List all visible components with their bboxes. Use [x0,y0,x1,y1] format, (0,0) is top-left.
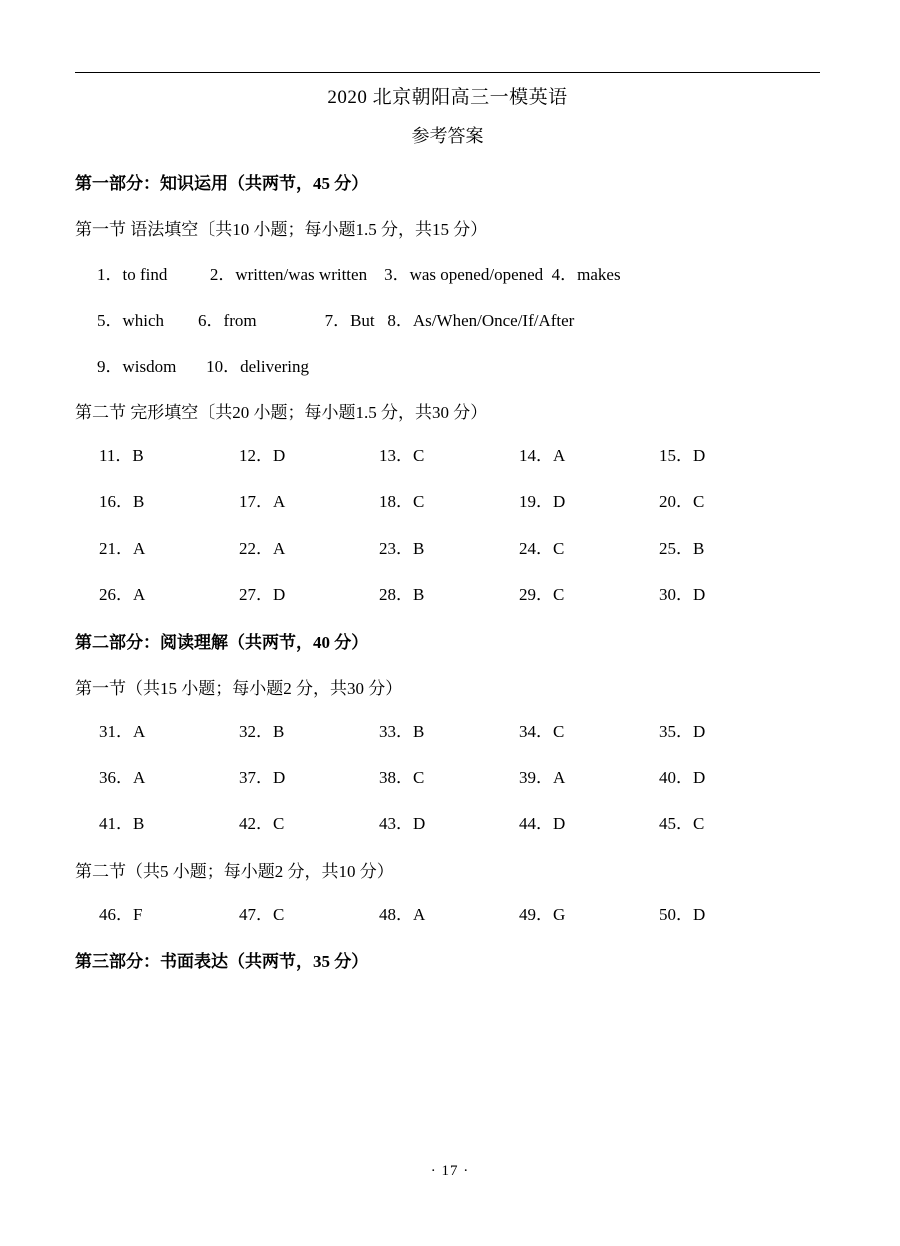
answer-cell: 24．C [519,538,565,558]
answer-row [75,768,820,788]
answer-row [75,722,820,742]
answer-cell: 40．D [659,768,706,788]
answer-cell: 47．C [239,904,285,924]
answer-cell: 26．A [99,585,146,605]
page-number: · 17 · [430,1163,470,1179]
answer-cell: 33．B [379,721,425,741]
part3-heading: 第三部分：书面表达（共两节，35 分） [75,952,369,972]
part2-section2-heading: 第二节（共5 小题；每小题2 分，共10 分） [75,861,394,881]
answer-cell: 42．C [239,814,285,834]
answer-cell: 12．D [239,445,286,465]
answer-line: 9．wisdom 10．delivering [97,356,310,376]
answer-cell: 39．A [519,768,566,788]
answer-row [75,814,820,834]
header-rule [75,72,820,73]
part1-section2-heading: 第二节 完形填空〔共20 小题；每小题1.5 分，共30 分） [75,402,488,422]
answer-cell: 16．B [99,492,145,512]
answer-cell: 35．D [659,721,706,741]
answer-cell: 13．C [379,445,425,465]
answer-cell: 22．A [239,538,286,558]
answer-cell: 23．B [379,538,425,558]
part1-heading: 第一部分：知识运用（共两节，45 分） [75,174,369,194]
answer-cell: 32．B [239,721,285,741]
answer-cell: 34．C [519,721,565,741]
answer-cell: 25．B [659,538,705,558]
part2-section1-heading: 第一节（共15 小题；每小题2 分，共30 分） [75,678,403,698]
answer-line: 5．which 6．from 7．But 8．As/When/Once/If/After [97,310,575,330]
answer-cell: 45．C [659,814,705,834]
answer-cell: 50．D [659,904,706,924]
answer-row [75,585,820,605]
answer-line: 1．to find 2．written/was written 3．was opened/opened 4．makes [97,264,621,284]
answer-row [75,539,820,559]
answer-cell: 43．D [379,814,426,834]
answer-cell: 41．B [99,814,145,834]
answer-cell: 17．A [239,492,286,512]
answer-cell: 38．C [379,768,425,788]
answer-cell: 18．C [379,492,425,512]
page-subtitle: 参考答案 [411,125,484,146]
answer-cell: 44．D [519,814,566,834]
part2-heading: 第二部分：阅读理解（共两节，40 分） [75,632,369,652]
answer-cell: 31．A [99,721,146,741]
answer-cell: 49．G [519,904,566,924]
part1-section1-heading: 第一节 语法填空〔共10 小题；每小题1.5 分，共15 分） [75,220,488,240]
answer-cell: 36．A [99,768,146,788]
answer-cell: 15．D [659,445,706,465]
answer-cell: 37．D [239,768,286,788]
page-title: 2020 北京朝阳高三一模英语 [327,87,568,108]
answer-row [75,446,820,466]
answer-cell: 11．B [99,445,144,465]
answer-cell: 20．C [659,492,705,512]
answer-row [75,905,820,925]
answer-cell: 30．D [659,585,706,605]
answer-cell: 28．B [379,585,425,605]
document-body [75,72,820,997]
answer-row [75,492,820,512]
answer-cell: 48．A [379,904,426,924]
answer-cell: 27．D [239,585,286,605]
answer-cell: 14．A [519,445,566,465]
answer-cell: 46．F [99,904,143,924]
answer-cell: 29．C [519,585,565,605]
answer-cell: 21．A [99,538,146,558]
answer-cell: 19．D [519,492,566,512]
